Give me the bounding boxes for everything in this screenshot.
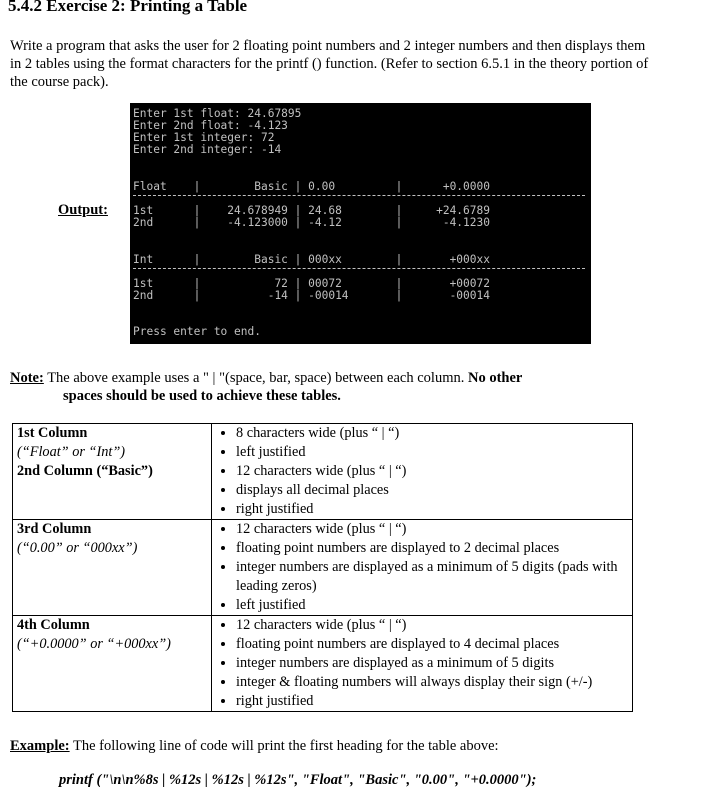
column-spec-cell [212,616,633,712]
console-table2-header: Int | Basic | 000xx | +000xx [133,253,490,266]
column-spec-cell [212,424,633,520]
list-item: • floating point numbers are displayed to 2 decimal places [236,539,628,558]
page-title: 5.4.2 Exercise 2: Printing a Table [8,0,248,15]
console-table1-row: 2nd | -4.123000 | -4.12 | -4.1230 [133,216,490,229]
example-paragraph [10,738,499,755]
output-label: Output: [58,202,108,218]
list-item: • 12 characters wide (plus “ | “) [236,616,628,635]
console-divider [133,195,585,196]
list-item: • 12 characters wide (plus “ | “) [236,462,628,481]
column-subtitle: (“0.00” or “000xx”) [17,540,138,556]
intro-paragraph: Write a program that asks the user for 2 floating point numbers and 2 integer numbers and then displays them in 2 tables using the format characters for the printf () function. (Refer to section 6.5.1 in the theory portion of the course pack). [10,38,649,90]
note-bold-continued: spaces should be used to achieve these tables. [63,388,341,404]
column-label-cell [13,424,212,520]
column-spec-table [12,423,633,712]
console-table1-header: Float | Basic | 0.00 | +0.0000 [133,180,490,193]
list-item: • right justified [236,692,628,711]
code-line: printf ("\n\n%8s | %12s | %12s | %12s", "Float", "Basic", "0.00", "+0.0000"); [59,772,537,788]
note-label: Note: [10,370,44,386]
console-table2-row: 1st | 72 | 00072 | +00072 [133,277,490,290]
table-row [13,424,633,520]
console-prompt-line: Enter 2nd integer: -14 [133,143,282,156]
column-subtitle: (“Float” or “Int”) [17,444,126,460]
column-label-cell [13,616,212,712]
console-footer: Press enter to end. [133,325,261,338]
example-text: The following line of code will print the first heading for the table above: [69,738,499,754]
list-item: • integer numbers are displayed as a minimum of 5 digits (pads with leading zeros) [236,558,628,596]
console-prompt-line: Enter 1st float: 24.67895 [133,107,302,120]
column-subtitle: (“+0.0000” or “+000xx”) [17,636,171,652]
console-window [130,103,591,344]
list-item: • integer & floating numbers will always display their sign (+/-) [236,673,628,692]
column-title: 3rd Column [17,521,92,537]
column-label-cell [13,520,212,616]
list-item: • integer numbers are displayed as a minimum of 5 digits [236,654,628,673]
note-text: The above example uses a " | "(space, bar, space) between each column. [43,370,468,386]
table-row [13,520,633,616]
note-bold: No other [467,370,523,386]
list-item: • left justified [236,596,628,615]
list-item: • 8 characters wide (plus “ | “) [236,424,628,443]
list-item: • left justified [236,443,628,462]
column-spec-cell [212,520,633,616]
console-prompt-line: Enter 2nd float: -4.123 [133,119,288,132]
console-divider [133,268,585,269]
console-prompt-line: Enter 1st integer: 72 [133,131,275,144]
console-table2-row: 2nd | -14 | -00014 | -00014 [133,289,490,302]
table-row [13,616,633,712]
column-title: 1st Column [17,425,88,441]
example-label: Example: [10,738,70,754]
column-title: 2nd Column (“Basic”) [17,463,153,479]
list-item: • floating point numbers are displayed to 4 decimal places [236,635,628,654]
console-table1-row: 1st | 24.678949 | 24.68 | +24.6789 [133,204,490,217]
list-item: • right justified [236,500,628,519]
list-item: • 12 characters wide (plus “ | “) [236,520,628,539]
note-paragraph [10,369,650,405]
list-item: • displays all decimal places [236,481,628,500]
column-title: 4th Column [17,617,90,633]
